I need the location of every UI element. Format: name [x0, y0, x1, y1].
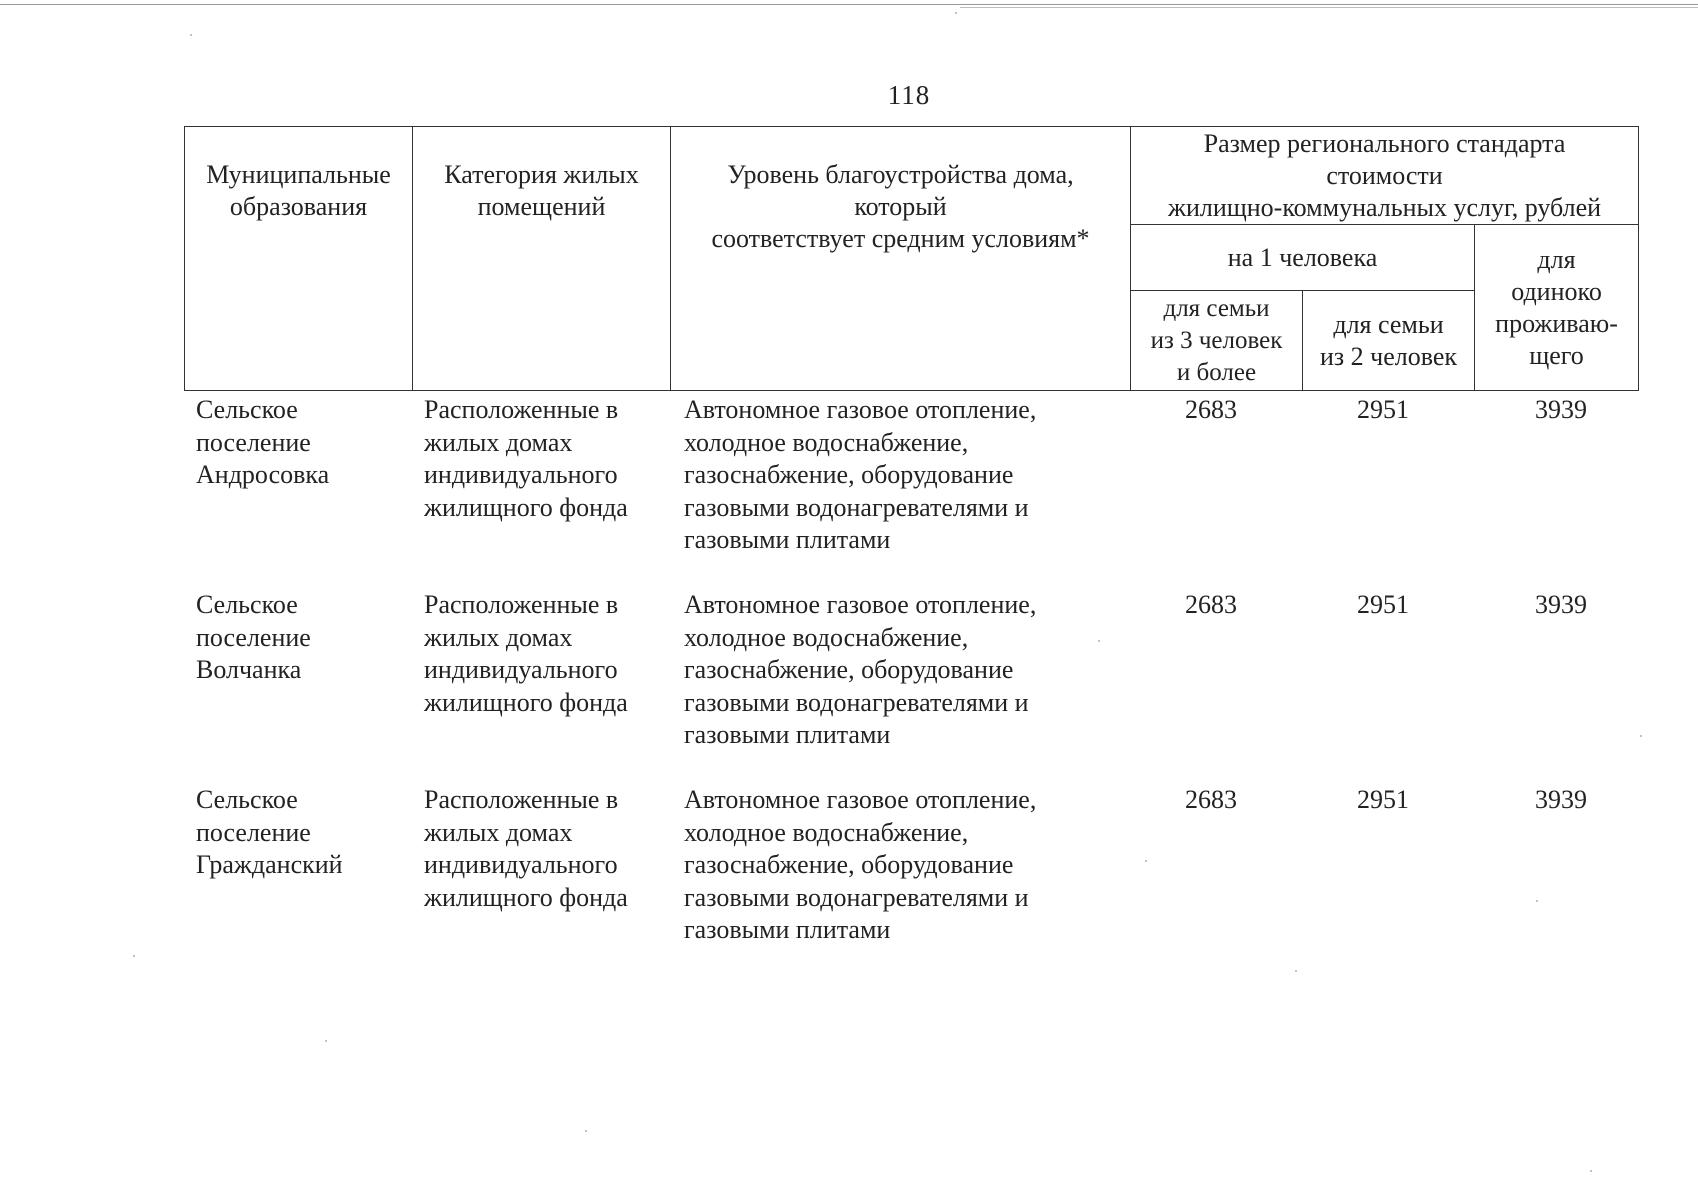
municipality-cell: Сельское поселение Андросовка — [196, 395, 330, 489]
single-value: 3939 — [1535, 395, 1587, 424]
family-3-value: 2683 — [1185, 395, 1237, 424]
family-3-value: 2683 — [1185, 590, 1237, 619]
header-regional-standard: Размер регионального стандарта стоимости жилищно-коммунальных услуг, рублей — [1131, 127, 1639, 225]
table-row — [184, 784, 1638, 964]
scan-edge-line — [0, 4, 1698, 5]
category-cell: Расположенные в жилых домах индивидуального жилищного фонда — [424, 590, 628, 717]
header-family-2: для семьи из 2 человек — [1303, 291, 1475, 391]
family-3-value: 2683 — [1185, 785, 1237, 814]
municipality-cell: Сельское поселение Волчанка — [196, 590, 311, 684]
scan-speck — [190, 34, 192, 36]
header-improvement-level: Уровень благоустройства дома, который соответствует средним условиям* — [671, 127, 1131, 391]
scan-speck — [325, 1040, 327, 1042]
family-2-value: 2951 — [1357, 395, 1409, 424]
header-family-3: для семьи из 3 человек и более — [1131, 291, 1303, 391]
table-row — [184, 394, 1638, 574]
category-cell: Расположенные в жилых домах индивидуального жилищного фонда — [424, 395, 628, 522]
family-2-value: 2951 — [1357, 785, 1409, 814]
scan-speck — [133, 955, 135, 957]
improvement-level-cell: Автономное газовое отопление, холодное водоснабжение, газоснабжение, оборудование газовыми водонагревателями и газовыми плитами — [684, 785, 1037, 944]
municipality-cell: Сельское поселение Гражданский — [196, 785, 343, 879]
scan-speck — [1590, 1170, 1592, 1172]
improvement-level-cell: Автономное газовое отопление, холодное водоснабжение, газоснабжение, оборудование газовыми водонагревателями и газовыми плитами — [684, 395, 1037, 554]
page-number: 118 — [887, 80, 931, 110]
header-municipalities: Муниципальные образования — [185, 127, 413, 391]
single-value: 3939 — [1535, 785, 1587, 814]
header-category: Категория жилых помещений — [413, 127, 671, 391]
single-value: 3939 — [1535, 590, 1587, 619]
table-header — [184, 126, 1639, 391]
scan-edge-line — [960, 7, 1698, 8]
scan-speck — [585, 1130, 587, 1132]
improvement-level-cell: Автономное газовое отопление, холодное водоснабжение, газоснабжение, оборудование газовыми водонагревателями и газовыми плитами — [684, 590, 1037, 749]
scan-speck — [1295, 970, 1297, 972]
category-cell: Расположенные в жилых домах индивидуального жилищного фонда — [424, 785, 628, 912]
family-2-value: 2951 — [1357, 590, 1409, 619]
table-row — [184, 589, 1638, 769]
header-single-resident: для одиноко проживаю- щего — [1475, 225, 1639, 391]
header-per-person: на 1 человека — [1131, 225, 1475, 291]
scan-speck — [1640, 735, 1642, 737]
scan-speck — [955, 12, 957, 14]
